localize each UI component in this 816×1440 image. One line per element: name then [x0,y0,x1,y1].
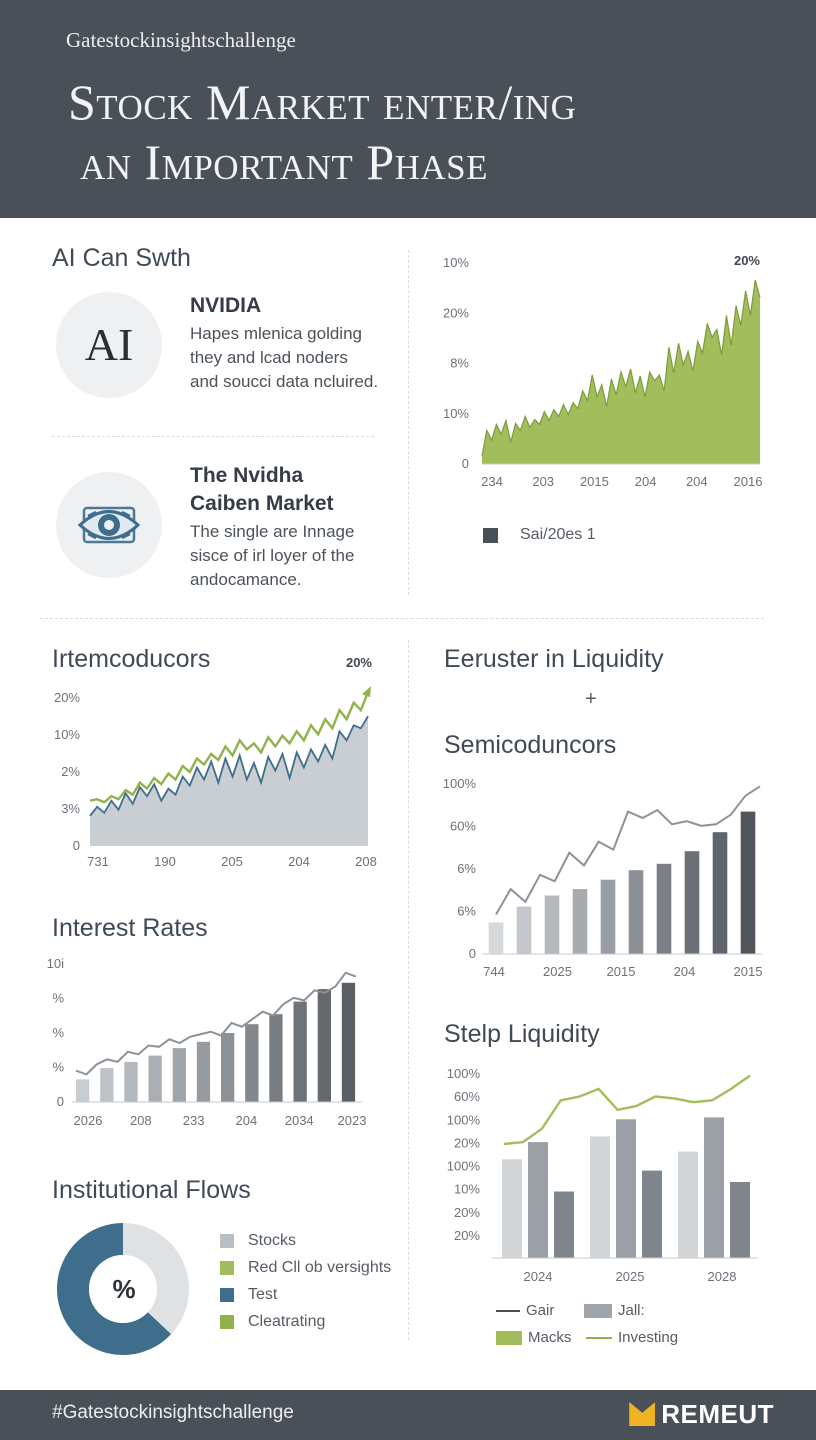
liq-y-tick: 100% [446,1158,480,1174]
chart-interest-rates [40,950,390,1135]
legend-swatch-test [220,1288,234,1302]
rates-bar [294,1002,307,1102]
rates-line [76,973,356,1075]
brand-logo [629,1398,774,1430]
card-nvidia-body: Hapes mlenica golding they and lcad noders and soucci data ncluired. [190,324,379,391]
liq-bar [616,1119,636,1258]
liq-bar [528,1142,548,1258]
liquidity-heading: Eeruster in Liquidity [444,645,664,673]
rates-bar [124,1062,137,1102]
semibars-bar [489,922,504,954]
semibars-bar [629,870,644,954]
rates-x-tick: 2034 [284,1113,314,1128]
brand-name: REMEUT [661,1398,774,1429]
semis-arrow-head [362,686,371,697]
divider-vertical-bottom [408,640,409,1340]
ai-y-tick: 0 [461,456,469,471]
legend-swatch-cleat [220,1315,234,1329]
semis-y-tick: 20% [53,690,80,705]
rates-y-tick: % [52,1059,64,1075]
semis-x-tick: 190 [154,854,176,869]
legend-line-swatch [496,1310,520,1312]
liq-y-tick: 60% [453,1089,480,1105]
semibars-bar [601,880,616,954]
rates-bar [245,1024,258,1102]
semibars-bar [573,889,588,954]
semibars-x-tick: 2015 [606,964,636,979]
ai-icon-circle [56,292,162,398]
legend-liquidity-item-4 [586,1329,678,1346]
title-line-1: Stock Market enter/ing [68,74,577,130]
semibars-y-tick: 0 [468,946,476,961]
semis-x-tick: 205 [221,854,243,869]
legend-ai-label: Sai/20es 1 [520,526,596,543]
page-title [68,72,576,192]
rates-x-tick: 208 [129,1113,152,1128]
semibars-x-tick: 2025 [543,964,572,979]
liq-y-tick: 20% [453,1135,480,1151]
legend-liquidity-item-3 [496,1329,571,1346]
rates-bar [173,1048,186,1102]
legend-flows-item-2 [220,1254,391,1281]
ai-section-heading: AI Can Swth [52,244,191,272]
rates-y-tick: 10i [46,956,64,971]
semis-x-tick: 208 [355,854,377,869]
liq-y-tick: 100% [446,1066,480,1081]
eye-chip-icon [56,472,162,578]
ai-annotation: 20% [733,253,760,268]
legend-ai [483,526,596,544]
semis-y-tick: 10% [53,727,80,742]
liq-y-tick: 100% [446,1112,480,1128]
eyebrow-text: Gatestockinsightschallenge [66,28,296,52]
rates-x-tick: 2023 [337,1113,367,1128]
rates-y-tick: % [52,990,64,1006]
semibars-bar [685,851,700,954]
semibars-bar [545,896,560,955]
brand-mark-icon [629,1402,655,1426]
rates-bar [76,1079,89,1102]
semibars-y-tick: 100% [442,776,476,791]
semis-area-heading: Irtemcoducors [52,645,211,673]
rates-bar [221,1033,234,1102]
liq-y-tick: 10% [453,1181,480,1197]
rates-bar [149,1056,162,1102]
semis-x-tick: 204 [288,854,310,869]
ai-icon: AI [84,319,134,370]
legend-line-swatch-green [586,1337,612,1339]
chart-liquidity [430,1058,780,1288]
ai-x-tick: 2016 [733,474,763,489]
liq-bar [590,1136,610,1258]
rates-x-tick: 2026 [73,1113,103,1128]
interest-rates-heading: Interest Rates [52,914,208,942]
semis-area-fill [90,716,368,846]
ai-x-tick: 234 [481,474,503,489]
liq-x-tick: 2024 [523,1269,553,1284]
ai-y-tick: 10% [442,255,469,270]
ai-x-tick: 2015 [579,474,609,489]
liq-bar [554,1192,574,1259]
semibars-x-tick: 204 [673,964,696,979]
legend-box-swatch [584,1304,612,1318]
legend-box-swatch-green [496,1331,522,1345]
liq-bar [730,1182,750,1258]
liq-bar [704,1117,724,1258]
plus-glyph: + [585,688,597,710]
ai-y-tick: 10% [442,405,469,421]
legend-liquidity-label-1: Gair [526,1302,555,1319]
legend-liquidity-item-2 [584,1302,645,1319]
semibars-bar [713,832,728,954]
ai-x-tick: 203 [532,474,555,489]
rates-bar [197,1042,210,1102]
rates-bar [269,1014,282,1102]
semis-y-tick: 3% [61,801,80,816]
ai-x-tick: 204 [685,474,708,489]
semibars-y-tick: 60% [449,818,476,834]
legend-ai-swatch [483,528,498,543]
ai-y-tick: 8% [450,355,469,371]
rates-x-tick: 233 [182,1113,205,1128]
semibars-bar [517,907,532,955]
liq-bar [502,1159,522,1258]
chart-semis-bars [430,760,780,985]
legend-flows-item-1 [220,1227,391,1254]
semis-bars-heading: Semicoduncors [444,731,617,759]
divider-vertical-top [408,250,409,595]
legend-liquidity-item-1 [496,1302,554,1319]
ai-y-tick: 20% [442,305,469,321]
legend-flows [220,1227,391,1335]
rates-bar [100,1068,113,1102]
card-nvidia-title: NVIDIA [190,294,262,317]
liq-y-tick: 20% [453,1228,480,1243]
donut-center-label: % [112,1274,136,1304]
legend-liquidity-label-3: Macks [528,1329,572,1346]
rates-y-tick: % [52,1025,64,1040]
semis-annotation: 20% [345,655,372,670]
stelp-liquidity-heading: Stelp Liquidity [444,1020,600,1048]
rates-x-tick: 204 [235,1113,258,1128]
semibars-x-tick: 744 [483,964,505,979]
semibars-bar [657,864,672,954]
rates-bar [342,983,355,1102]
rates-y-tick: 0 [56,1094,64,1109]
chart-semis-area [40,650,390,875]
legend-swatch-stocks [220,1234,234,1248]
liq-x-tick: 2025 [615,1269,645,1284]
legend-flows-label-1: Stocks [248,1231,297,1249]
divider-row [40,618,764,619]
liq-y-tick: 20% [453,1204,480,1220]
card-market-body: The single are Innage sisce of irl loyer of the andocamance. [190,522,355,589]
legend-liquidity-label-2: Jall: [618,1302,645,1319]
legend-flows-item-4 [220,1308,391,1335]
legend-flows-item-3 [220,1281,391,1308]
semis-y-tick: 2% [61,764,80,779]
liq-bar [642,1171,662,1258]
footer-hashtag: #Gatestockinsightschallenge [52,1402,294,1423]
chart-ai-area [430,240,780,505]
semis-x-tick: 731 [87,854,109,869]
eye-icon-circle [56,472,162,578]
liq-bar [678,1152,698,1258]
legend-flows-label-2: Red Cll ob versights [248,1258,392,1276]
header-banner [0,0,816,218]
semis-y-tick: 0 [72,838,80,853]
divider-cards [52,436,374,437]
ai-x-tick: 204 [634,474,657,489]
legend-flows-label-3: Test [248,1285,278,1303]
card-market-title: The Nvidha Caiben Market [190,464,334,515]
semibars-y-tick: 6% [457,903,476,919]
rates-bar [318,989,331,1102]
semibars-x-tick: 2015 [733,964,763,979]
semibars-bar [741,812,756,954]
legend-liquidity-label-4: Investing [618,1329,679,1346]
semibars-y-tick: 6% [457,861,476,876]
liq-x-tick: 2028 [707,1269,737,1284]
title-line-2: an Important Phase [80,134,489,190]
footer-bar [0,1390,816,1440]
legend-swatch-red [220,1261,234,1275]
legend-flows-label-4: Cleatrating [248,1312,326,1330]
flows-heading: Institutional Flows [52,1176,251,1204]
